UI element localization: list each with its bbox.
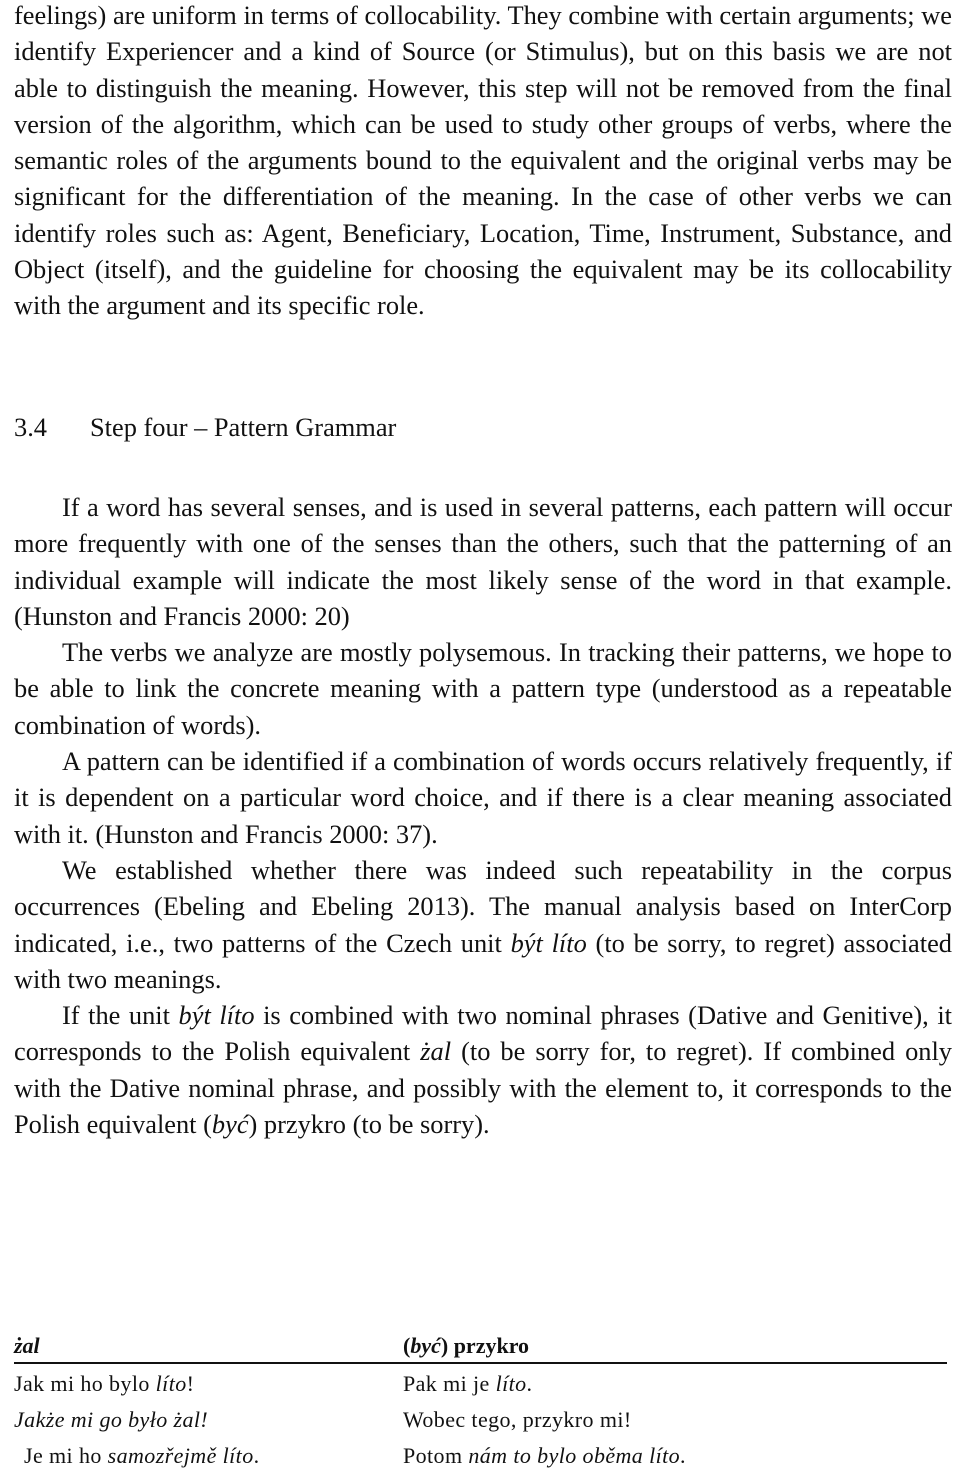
section-number: 3.4: [14, 411, 47, 442]
cell-text: !: [186, 1371, 195, 1396]
quote-citation: (Hunston and Francis 2000: 20): [14, 600, 350, 631]
document-page: [14, 0, 952, 1142]
cell-text: Jak mi ho bylo: [14, 1371, 156, 1396]
cell-italic: nám to bylo oběma líto: [468, 1443, 681, 1468]
quote-text: A pattern can be identified if a combination of words occurs relatively frequently, if it is dependent on a particular word choice, and if there is a clear meaning associated with it.: [14, 746, 952, 849]
cell-italic: líto: [155, 1371, 187, 1396]
paragraph-repeatability: [14, 852, 952, 997]
header-text: żal: [14, 1333, 40, 1358]
cell-italic: samozřejmě líto: [107, 1443, 254, 1468]
cell-text: .: [680, 1443, 686, 1468]
term-italic: být líto: [178, 1000, 255, 1031]
text-run: is combined with two nominal phrases (Dative and Genitive), it corresponds to the Polish equivalent: [14, 1000, 952, 1067]
table-rule: [14, 1362, 947, 1364]
table-cell: [403, 1402, 947, 1438]
table-header-row: [14, 1330, 947, 1362]
paragraph-polysemous: The verbs we analyze are mostly polysemous. In tracking their patterns, we hope to be able to link the concrete meaning with a pattern type (understood as a repeatable combination of words).: [14, 637, 952, 740]
section-title: Step four – Pattern Grammar: [90, 411, 397, 442]
table-cell: [14, 1366, 399, 1402]
cell-text: Wobec tego, przykro mi!: [403, 1407, 632, 1432]
cell-text: Pak mi je: [403, 1371, 496, 1396]
term-italic: být líto: [510, 927, 587, 958]
text-run: (to be sorry, to regret) associated with two meanings.: [14, 927, 952, 994]
text-run: (to be sorry for, to regret). If combined only with the Dative nominal phrase, and possibly with the element to, it corresponds to the Polish equivalent (: [14, 1036, 952, 1140]
column-header-przykro: (być) przykro: [403, 1333, 530, 1358]
header-italic: być: [410, 1333, 441, 1358]
paragraph-collocability: feelings) are uniform in terms of collocability. They combine with certain arguments; we identify Experiencer and a kind of Source (or Stimulus), but on this basis we are not able to distinguish the meaning. However, this step will not be removed from the final version of the algorithm, which can be used to study other groups of verbs, where the semantic roles of the arguments bound to the equivalent and the original verbs may be significant for the differentiation of the meaning. In the case of other verbs we can identify roles such as: Agent, Beneficiary, Location, Time, Instrument, Substance, and Object (itself), and the guideline for choosing the equivalent may be its collocability with the argument and its specific role.: [14, 0, 952, 321]
text-run: If the unit: [62, 1000, 179, 1031]
table-cell: [14, 1438, 409, 1474]
section-heading: [14, 409, 952, 445]
cell-text: .: [526, 1371, 533, 1396]
quote-hunston-20: [14, 489, 952, 634]
text-run: ) przykro (to be sorry).: [248, 1109, 490, 1140]
cell-text: Je mi ho: [24, 1443, 108, 1468]
table-cell: [14, 1402, 399, 1438]
quote-hunston-37: [14, 743, 952, 852]
term-italic: żal: [420, 1036, 452, 1067]
column-header-zal: [14, 1330, 399, 1362]
table-row: [14, 1366, 947, 1402]
cell-text: .: [253, 1443, 260, 1468]
paragraph-unit: [14, 997, 952, 1142]
table-row: [14, 1402, 947, 1438]
term-italic: być: [211, 1109, 249, 1140]
examples-table: [14, 1330, 947, 1474]
cell-text: Potom: [403, 1443, 469, 1468]
cell-italic: líto: [495, 1371, 527, 1396]
table-cell: [403, 1438, 947, 1474]
table-cell: [403, 1366, 947, 1402]
cell-italic: Jakże mi go było żal!: [14, 1407, 209, 1432]
quote-citation: (Hunston and Francis 2000: 37).: [95, 818, 438, 849]
table-row: [14, 1438, 947, 1474]
header-text: przykro: [453, 1333, 530, 1358]
quote-text: If a word has several senses, and is used in several patterns, each pattern will occur more frequently with one of the senses than the others, such that the patterning of an individual example will indicate the most likely sense of the word in that example.: [14, 491, 952, 595]
text-run: We established whether there was indeed such repeatability in the corpus occurrences (Ebeling and Ebeling 2013). The manual analysis based on InterCorp indicated, i.e., two patterns of the Czech unit: [14, 854, 952, 958]
